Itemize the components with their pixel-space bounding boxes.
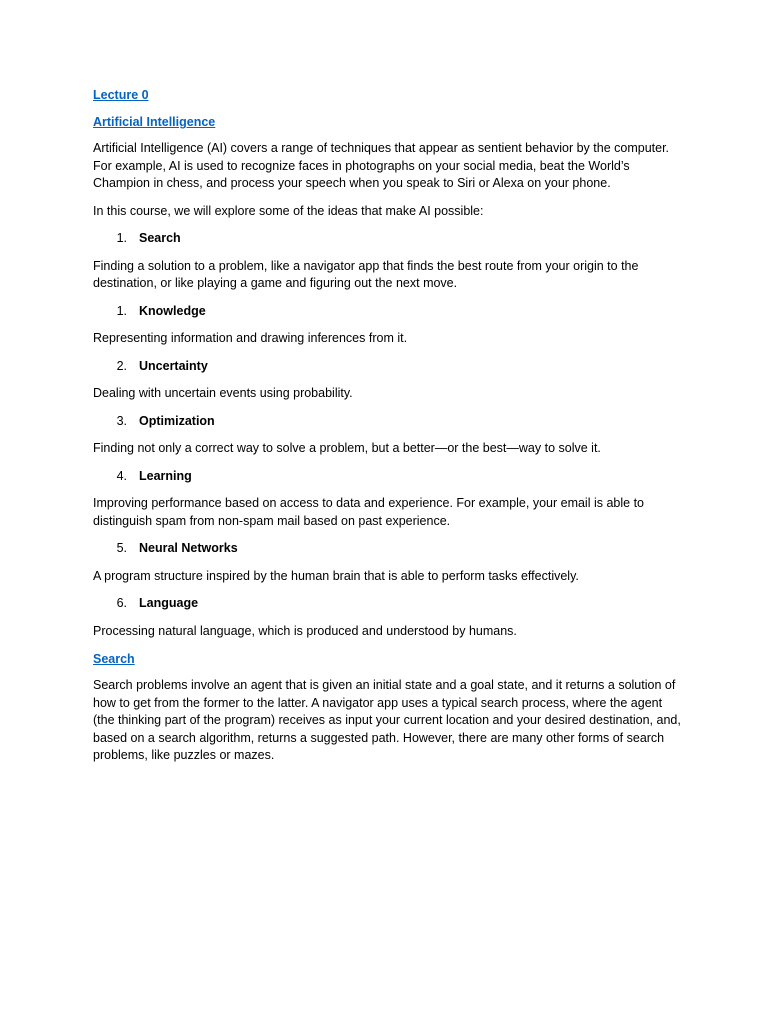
list-item <box>93 468 683 486</box>
topic-description: Finding not only a correct way to solve a problem, but a better—or the best—way to solve it. <box>93 441 601 455</box>
list-item <box>93 413 683 431</box>
list-number: 5. <box>116 541 127 555</box>
list-number: 4. <box>116 468 127 483</box>
topic-description: Processing natural language, which is produced and understood by humans. <box>93 623 517 638</box>
list-title: Search <box>139 231 181 245</box>
list-number: 1. <box>116 231 127 245</box>
list-title: Optimization <box>139 413 215 428</box>
document-content <box>93 86 683 775</box>
list-title: Learning <box>139 468 192 483</box>
intro-paragraph: Artificial Intelligence (AI) covers a range of techniques that appear as sentient behavior by the computer. For example, AI is used to recognize faces in photographs on your social media, beat the World’s Champion in chess, and process your speech when you speak to Siri or Alexa on your phone. <box>93 141 670 190</box>
search-heading-link[interactable]: Search <box>93 652 135 666</box>
list-title: Neural Networks <box>139 541 238 555</box>
list-title: Language <box>139 596 199 610</box>
list-number: 6. <box>116 596 127 610</box>
topic-description: Finding a solution to a problem, like a navigator app that finds the best route from your origin to the destination, or like playing a game and figuring out the next move. <box>93 258 639 290</box>
list-title: Uncertainty <box>139 358 208 373</box>
course-intro-paragraph: In this course, we will explore some of the ideas that make AI possible: <box>93 203 484 218</box>
list-number: 1. <box>116 303 127 318</box>
topic-description: A program structure inspired by the human brain that is able to perform tasks effectively. <box>93 568 579 583</box>
topic-description: Representing information and drawing inferences from it. <box>93 331 408 345</box>
ai-heading-link[interactable]: Artificial Intelligence <box>93 115 216 129</box>
topic-description: Dealing with uncertain events using probability. <box>93 386 353 400</box>
list-item <box>93 540 683 558</box>
list-item <box>93 595 683 613</box>
list-title: Knowledge <box>139 303 206 318</box>
lecture-link[interactable]: Lecture 0 <box>93 88 149 102</box>
list-item <box>93 358 683 376</box>
list-item <box>93 230 683 248</box>
list-item <box>93 303 683 321</box>
list-number: 2. <box>116 358 127 373</box>
list-number: 3. <box>116 413 127 428</box>
search-paragraph: Search problems involve an agent that is given an initial state and a goal state, and it returns a solution of how to get from the former to the latter. A navigator app uses a typical search process, where the agent (the thinking part of the program) receives as input your current location and your desired destination, and, based on a search algorithm, returns a suggested path. However, there are many other forms of search problems, like puzzles or mazes. <box>93 678 681 762</box>
topic-description: Improving performance based on access to data and experience. For example, your email is able to distinguish spam from non-spam mail based on past experience. <box>93 496 644 528</box>
